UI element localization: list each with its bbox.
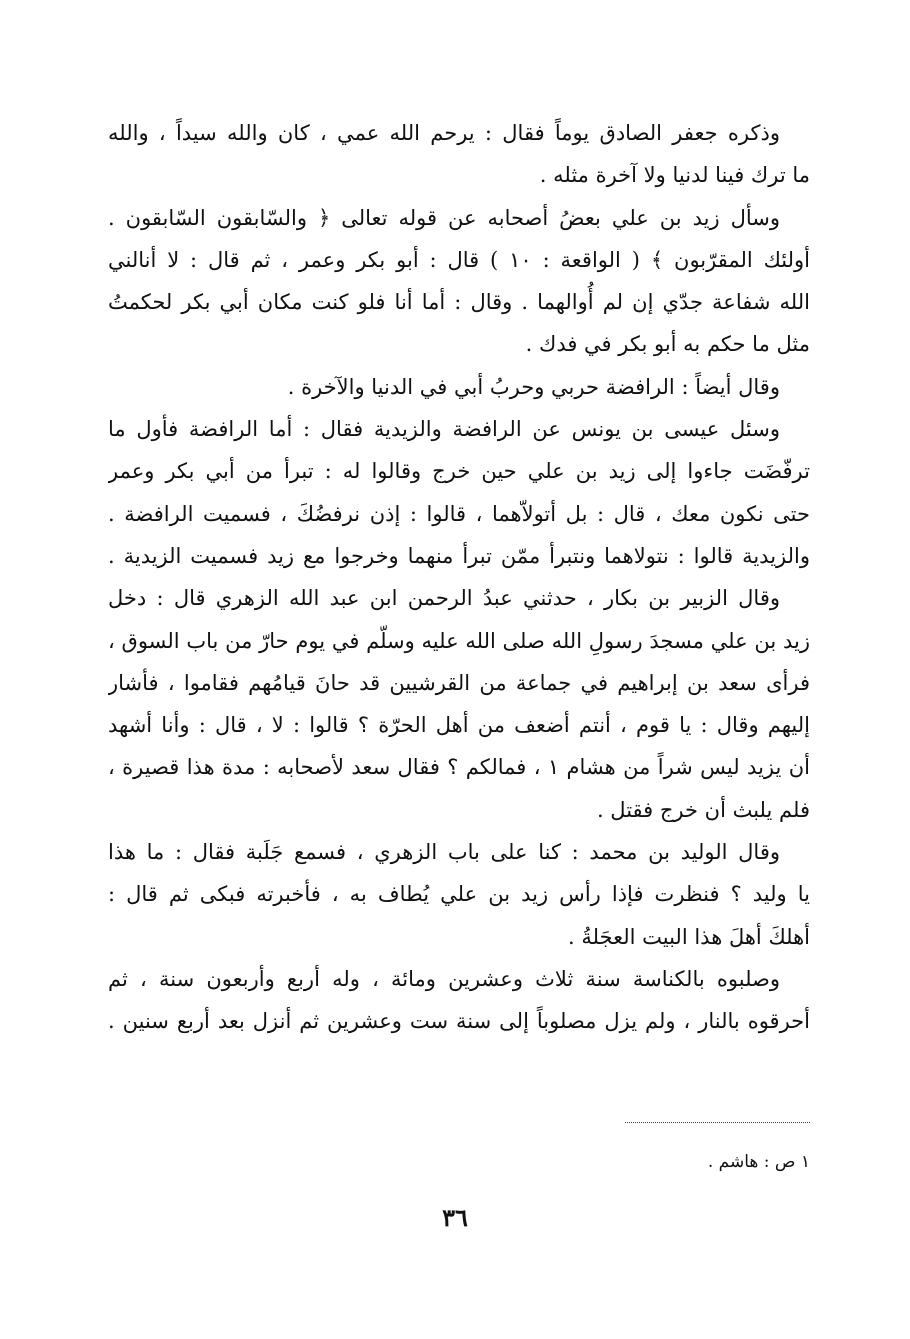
text-line: الله شفاعة جدّي إن لم أُوالهما . وقال : أما أنا فلو كنت مكان أبي بكر لحكمتُ: [108, 290, 810, 315]
text-line: وقال الوليد بن محمد : كنا على باب الزهري ، فسمع جَلَبة فقال : ما هذا: [108, 840, 780, 865]
footnote-divider: [625, 1122, 810, 1123]
text-line: أحرقوه بالنار ، ولم يزل مصلوباً إلى سنة ست وعشرين ثم أنزل بعد أربع سنين .: [108, 1009, 810, 1034]
text-line: ترفّضَت جاءوا إلى زيد بن علي حين خرج وقالوا له : تبرأ من أبي بكر وعمر: [108, 459, 810, 484]
text-line: فلم يلبث أن خرج فقتل .: [596, 797, 810, 822]
text-line: أن يزيد ليس شراً من هشام ١ ، فمالكم ؟ فقال سعد لأصحابه : مدة هذا قصيرة ،: [108, 755, 810, 780]
text-line: والزيدية قالوا : نتولاهما ونتبرأ ممّن تبرأ منهما وخرجوا مع زيد فسميت الزيدية .: [108, 543, 810, 568]
text-line: أهلكَ أهلَ هذا البيت العجَلةُ .: [567, 924, 810, 949]
footnote: ١ ص : هاشم .: [707, 1152, 810, 1172]
text-line: وصلبوه بالكناسة سنة ثلاث وعشرين ومائة ، وله أربع وأربعون سنة ، ثم: [108, 966, 780, 991]
text-line: مثل ما حكم به أبو بكر في فدك .: [525, 332, 810, 357]
text-line: وذكره جعفر الصادق يوماً فقال : يرحم الله عمي ، كان والله سيداً ، والله: [108, 121, 780, 145]
text-line: حتى نكون معك ، قال : بل أتولاّهما ، قالوا : إذن نرفضُكَ ، فسميت الرافضة .: [108, 501, 810, 526]
text-line: إليهم وقال : يا قوم ، أنتم أضعف من أهل الحرّة ؟ قالوا : لا ، قال : وأنا أشهد: [108, 713, 810, 738]
text-line: وسئل عيسى بن يونس عن الرافضة والزيدية فقال : أما الرافضة فأول ما: [108, 417, 780, 442]
text-line: أولئك المقرّبون ﴾ ( الواقعة : ١٠ ) قال : أبو بكر وعمر ، ثم قال : لا أنالني: [108, 247, 810, 272]
page-number: ٣٦: [442, 1203, 468, 1232]
text-line: وقال أيضاً : الرافضة حربي وحربُ أبي في الدنيا والآخرة .: [287, 374, 780, 399]
text-line: وسأل زيد بن علي بعضُ أصحابه عن قوله تعالى ﴿ والسّابقون السّابقون .: [108, 205, 780, 230]
text-line: زيد بن علي مسجدَ رسولِ الله صلى الله عليه وسلّم في يوم حارّ من باب السوق ،: [108, 628, 810, 653]
text-line: يا وليد ؟ فنظرت فإذا رأس زيد بن علي يُطاف به ، فأخبرته فبكى ثم قال :: [108, 882, 810, 907]
text-line: ما ترك فينا لدنيا ولا آخرة مثله .: [539, 163, 810, 188]
main-text: [108, 112, 810, 1043]
text-line: فرأى سعد بن إبراهيم في جماعة من القرشيين قد حانَ قيامُهم فقاموا ، فأشار: [108, 670, 810, 695]
text-line: وقال الزبير بن بكار ، حدثني عبدُ الرحمن ابن عبد الله الزهري قال : دخل: [108, 586, 780, 611]
